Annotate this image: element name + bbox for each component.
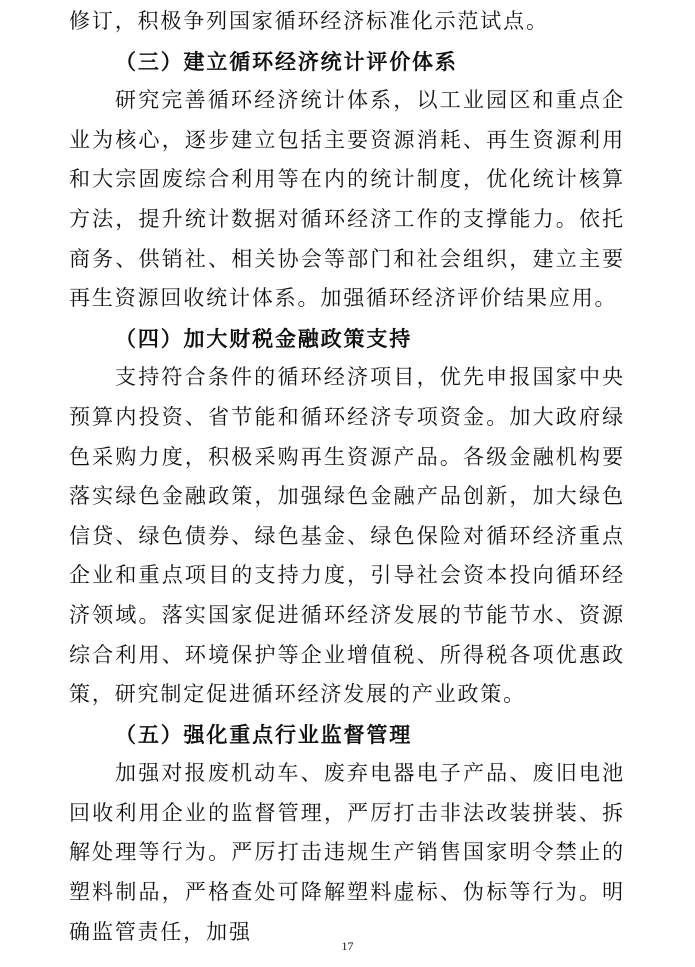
- section-heading-4: （四）加大财税金融政策支持: [115, 325, 413, 351]
- paragraph-statistics-system: 研究完善循环经济统计体系，以工业园区和重点企业为核心，逐步建立包括主要资源消耗、再生资源利用和大宗固废综合利用等在内的统计制度，优化统计核算方法，提升统计数据对循环经济工作的支撑能力。依托商务、供销社、相关协会等部门和社会组织，建立主要再生资源回收统计体系。加强循环经济评价结果应用。: [69, 88, 625, 311]
- page-number: 17: [341, 939, 354, 953]
- section-heading-5: （五）强化重点行业监督管理: [115, 721, 413, 747]
- section-heading-3: （三）建立循环经济统计评价体系: [115, 48, 458, 74]
- paragraph-continued: 修订，积极争列国家循环经济标准化示范试点。: [69, 9, 549, 33]
- paragraph-industry-supervision: 加强对报废机动车、废弃电器电子产品、废旧电池回收利用企业的监督管理，严厉打击非法改装拼装、拆解处理等行为。严厉打击违规生产销售国家明令禁止的塑料制品，严格查处可降解塑料虚标、伪标等行为。明确监管责任，加强: [69, 761, 625, 944]
- document-body: [69, 2, 625, 952]
- paragraph-fiscal-financial-support: 支持符合条件的循环经济项目，优先申报国家中央预算内投资、省节能和循环经济专项资金。加大政府绿色采购力度，积极采购再生资源产品。各级金融机构要落实绿色金融政策，加强绿色金融产品创新，加大绿色信贷、绿色债券、绿色基金、绿色保险对循环经济重点企业和重点项目的支持力度，引导社会资本投向循环经济领域。落实国家促进循环经济发展的节能节水、资源综合利用、环境保护等企业增值税、所得税各项优惠政策，研究制定促进循环经济发展的产业政策。: [69, 365, 625, 707]
